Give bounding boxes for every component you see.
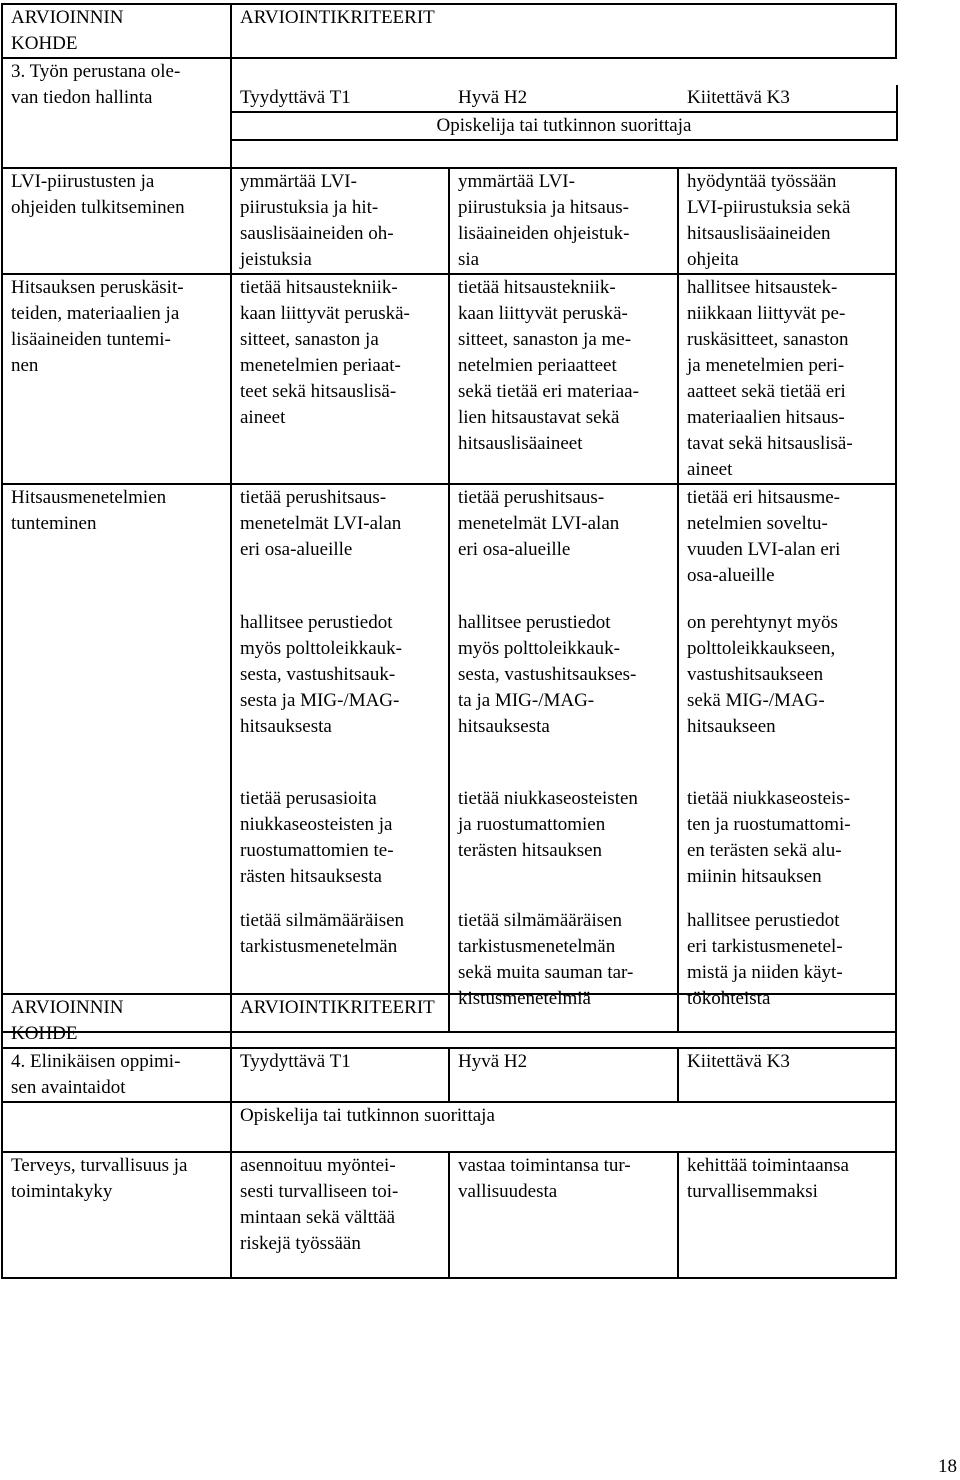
row-target [2, 786, 231, 908]
criteria-t1: tietää silmämääräisen tarkistusmenetelmän [231, 908, 449, 1032]
criteria-h2: tietää hitsaustekniik- kaan liittyvät peruskä- sitteet, sanaston ja me- netelmien periaatteet sekä tietää eri materiaa- lien hitsaustavat sekä hitsauslisäaineet [449, 274, 678, 484]
table-header-row [2, 4, 896, 58]
level-h2: Hyvä H2 [458, 87, 528, 108]
table-row [2, 58, 896, 168]
criteria-k3: tietää niukkaseosteis- ten ja ruostumattomi- en terästen sekä alu- miinin hitsauksen [678, 786, 896, 908]
assessment-criteria-header: ARVIOINTIKRITEERIT [231, 994, 896, 1048]
row-target: Terveys, turvallisuus ja toimintakyky [2, 1152, 231, 1278]
criteria-table-4 [1, 993, 897, 1279]
table-row [2, 786, 896, 908]
criteria-k3: hallitsee hitsaustek- niikkaan liittyvät pe- ruskäsitteet, sanaston ja menetelmien peri- aatteet sekä tietää eri materiaalien hitsaus- tavat sekä hitsauslisä- aineet [678, 274, 896, 484]
row-target: Hitsausmenetelmien tunteminen [2, 484, 231, 610]
table-row [2, 168, 896, 274]
table-row [2, 1048, 896, 1102]
table-row [2, 1152, 896, 1278]
criteria-k3: on perehtynyt myös polttoleikkaukseen, vastushitsaukseen sekä MIG-/MAG- hitsaukseen [678, 610, 896, 786]
row-target: LVI-piirustusten ja ohjeiden tulkitseminen [2, 168, 231, 274]
page-number: 18 [938, 1456, 957, 1477]
assessment-target-header: ARVIOINNIN KOHDE [2, 994, 231, 1048]
level-h2: Hyvä H2 [449, 1048, 678, 1102]
criteria-t1: ymmärtää LVI- piirustuksia ja hit- sauslisäaineiden oh- jeistuksia [231, 168, 449, 274]
criteria-k3: hyödyntää työssään LVI-piirustuksia sekä hitsauslisäaineiden ohjeita [678, 168, 896, 274]
criteria-k3: hallitsee perustiedot eri tarkistusmenetel- mistä ja niiden käyt- tökohteista [678, 908, 896, 1032]
table-row [2, 610, 896, 786]
level-k3: Kiitettävä K3 [679, 85, 897, 112]
criteria-h2: tietää silmämääräisen tarkistusmenetelmän sekä muita sauman tar- kistusmenetelmiä [449, 908, 678, 1032]
criteria-h2: ymmärtää LVI- piirustuksia ja hitsaus- lisäaineiden ohjeistuk- sia [449, 168, 678, 274]
assessment-criteria-header: ARVIOINTIKRITEERIT [231, 4, 896, 58]
subject-label: Opiskelija tai tutkinnon suorittaja [232, 112, 897, 140]
criteria-k3: kehittää toimintaansa turvallisemmaksi [678, 1152, 896, 1278]
criteria-h2: tietää perushitsaus- menetelmät LVI-alan eri osa-alueille [449, 484, 678, 610]
level-t1: Tyydyttävä T1 [240, 87, 351, 108]
criteria-h2: vastaa toimintansa tur- vallisuudesta [449, 1152, 678, 1278]
row-target: Hitsauksen peruskäsit- teiden, materiaalien ja lisäaineiden tuntemi- nen [2, 274, 231, 484]
subject-label: Opiskelija tai tutkinnon suorittaja [231, 1102, 896, 1152]
criteria-t1: tietää hitsaustekniik- kaan liittyvät peruskä- sitteet, sanaston ja menetelmien periaat- teet sekä hitsauslisä- aineet [231, 274, 449, 484]
table-row [2, 1102, 896, 1152]
criteria-t1: tietää perusasioita niukkaseosteisten ja ruostumattomien te- rästen hitsauksesta [231, 786, 449, 908]
criteria-k3: tietää eri hitsausme- netelmien soveltu- vuuden LVI-alan eri osa-alueille [678, 484, 896, 610]
criteria-t1: asennoituu myöntei- sesti turvalliseen toi- mintaan sekä välttää riskejä työssään [231, 1152, 449, 1278]
criteria-h2: tietää niukkaseosteisten ja ruostumattomien terästen hitsauksen [449, 786, 678, 908]
criteria-t1: tietää perushitsaus- menetelmät LVI-alan eri osa-alueille [231, 484, 449, 610]
table-row [2, 484, 896, 610]
level-t1: Tyydyttävä T1 [231, 1048, 449, 1102]
row-target [2, 610, 231, 786]
assessment-target-header: ARVIOINNIN KOHDE [2, 4, 231, 58]
section-title: 3. Työn perustana ole- van tiedon hallinta [2, 58, 231, 168]
criteria-h2: hallitsee perustiedot myös polttoleikkauk- sesta, vastushitsaukses- ta ja MIG-/MAG- hitsauksesta [449, 610, 678, 786]
criteria-table-3 [1, 3, 897, 1033]
criteria-t1: hallitsee perustiedot myös polttoleikkauk- sesta, vastushitsauk- sesta ja MIG-/MAG- hitsauksesta [231, 610, 449, 786]
table-header-row [2, 994, 896, 1048]
level-k3: Kiitettävä K3 [678, 1048, 896, 1102]
table-row [2, 274, 896, 484]
section-title: 4. Elinikäisen oppimi- sen avaintaidot [2, 1048, 231, 1102]
